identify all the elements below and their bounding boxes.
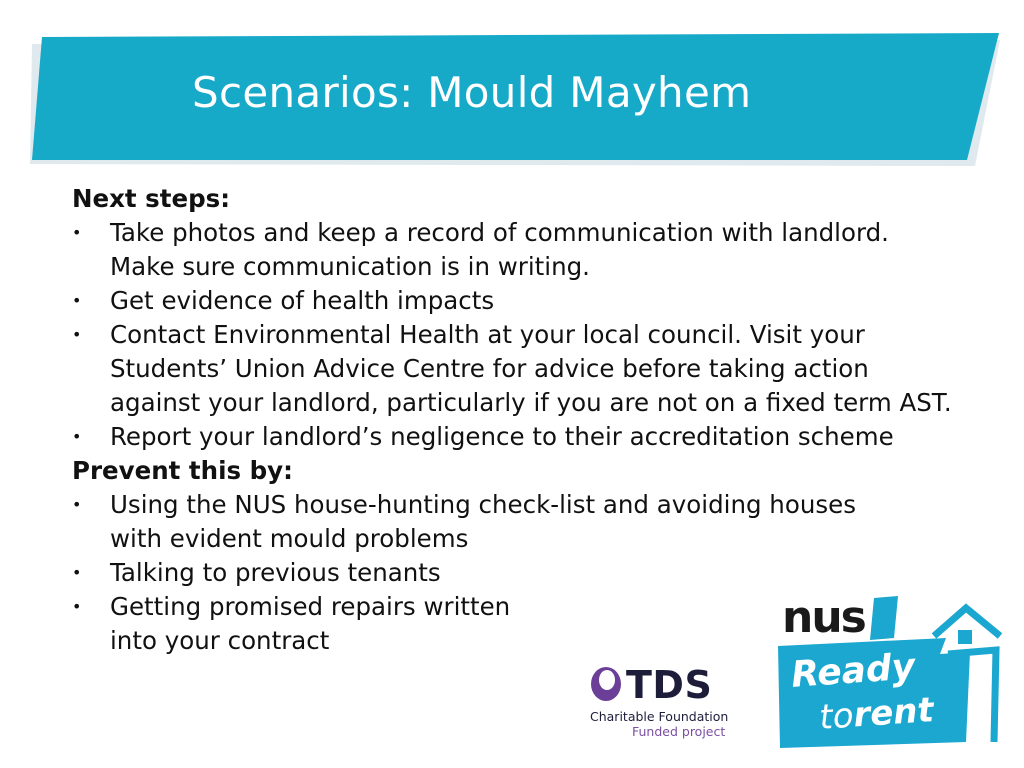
tds-subtitle-2: Funded project (632, 724, 726, 739)
next-steps-heading: Next steps: (72, 184, 230, 213)
prevent-list (72, 488, 856, 624)
list-item (72, 420, 952, 454)
bullet-icon: • (72, 223, 82, 242)
prevent-tail-text: into your contract (110, 626, 330, 655)
slide-title: Scenarios: Mould Mayhem (192, 68, 752, 117)
tds-logo (586, 663, 729, 744)
tds-subtitle: Charitable Foundation (590, 709, 729, 724)
bullet-icon: • (72, 325, 82, 344)
bullet-icon: • (72, 427, 82, 446)
list-item-text: Contact Environmental Health at your local council. Visit your Students’ Union Advice Centre for advice before taking action against your landlord, particularly if you are not on a fixed term AST. (110, 320, 952, 417)
bullet-icon: • (72, 597, 82, 616)
list-item (72, 318, 952, 420)
list-item (72, 284, 952, 318)
tds-wordmark: TDS (626, 663, 713, 707)
to-rent-wordmark (818, 690, 935, 738)
nus-ready-to-rent-logo (770, 592, 1006, 752)
next-steps-list (72, 216, 952, 454)
rent-word: rent (852, 690, 935, 736)
prevent-heading: Prevent this by: (72, 456, 293, 485)
nus-wordmark: nus (782, 592, 865, 643)
list-item (72, 556, 652, 590)
bullet-icon: • (72, 563, 82, 582)
bullet-icon: • (72, 291, 82, 310)
list-item-text: Get evidence of health impacts (110, 286, 495, 315)
bullet-icon: • (72, 495, 82, 514)
tds-circle-icon (590, 666, 622, 702)
list-item (72, 488, 910, 556)
list-item-text: Take photos and keep a record of communication with landlord. Make sure communication is in writing. (110, 218, 889, 281)
list-item (72, 590, 652, 624)
list-item (72, 216, 952, 284)
list-item-text: Using the NUS house-hunting check-list and avoiding houses with evident mould problems (110, 490, 856, 553)
to-word: to (818, 695, 855, 738)
list-item-text: Getting promised repairs written (110, 592, 511, 621)
slide-content (72, 182, 952, 658)
list-item-text: Report your landlord’s negligence to their accreditation scheme (110, 422, 894, 451)
list-item-text: Talking to previous tenants (110, 558, 441, 587)
ready-wordmark: Ready (789, 646, 917, 696)
